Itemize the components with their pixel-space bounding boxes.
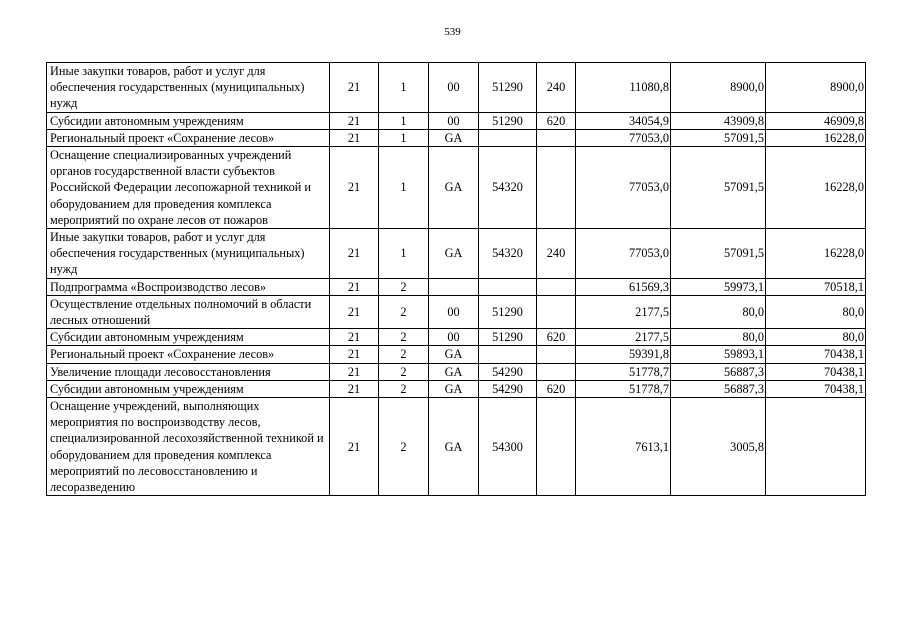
amount-year-1: 61569,3 — [576, 278, 671, 295]
code-direction — [479, 129, 537, 146]
amount-year-2: 59973,1 — [671, 278, 766, 295]
code-section: 21 — [330, 63, 379, 113]
code-subsection: 1 — [379, 129, 429, 146]
amount-year-1: 77053,0 — [576, 229, 671, 279]
code-direction — [479, 278, 537, 295]
code-section: 21 — [330, 380, 379, 397]
row-name: Увеличение площади лесовосстановления — [47, 363, 330, 380]
table-row — [47, 398, 866, 496]
amount-year-2: 57091,5 — [671, 129, 766, 146]
code-expense-type — [537, 398, 576, 496]
row-name: Иные закупки товаров, работ и услуг для обеспечения государственных (муниципальных) нужд — [47, 63, 330, 113]
table-row — [47, 129, 866, 146]
amount-year-2: 8900,0 — [671, 63, 766, 113]
table-body — [47, 63, 866, 496]
table-row — [47, 229, 866, 279]
amount-year-2: 59893,1 — [671, 346, 766, 363]
code-program: GA — [429, 147, 479, 229]
code-subsection: 2 — [379, 295, 429, 328]
table-row — [47, 63, 866, 113]
code-subsection: 1 — [379, 147, 429, 229]
table-row — [47, 278, 866, 295]
amount-year-2: 56887,3 — [671, 363, 766, 380]
code-program: GA — [429, 363, 479, 380]
code-subsection: 2 — [379, 346, 429, 363]
code-expense-type: 240 — [537, 229, 576, 279]
code-expense-type — [537, 363, 576, 380]
amount-year-1: 2177,5 — [576, 329, 671, 346]
code-expense-type — [537, 147, 576, 229]
amount-year-2: 80,0 — [671, 295, 766, 328]
code-subsection: 2 — [379, 329, 429, 346]
row-name: Субсидии автономным учреждениям — [47, 329, 330, 346]
code-program — [429, 278, 479, 295]
budget-table — [46, 62, 866, 496]
code-program: 00 — [429, 329, 479, 346]
code-direction: 54300 — [479, 398, 537, 496]
code-section: 21 — [330, 329, 379, 346]
code-expense-type: 620 — [537, 112, 576, 129]
row-name: Подпрограмма «Воспроизводство лесов» — [47, 278, 330, 295]
code-section: 21 — [330, 112, 379, 129]
code-expense-type — [537, 129, 576, 146]
code-program: 00 — [429, 63, 479, 113]
table-row — [47, 112, 866, 129]
code-subsection: 2 — [379, 380, 429, 397]
amount-year-1: 59391,8 — [576, 346, 671, 363]
table-row — [47, 363, 866, 380]
amount-year-2: 57091,5 — [671, 229, 766, 279]
code-expense-type: 620 — [537, 329, 576, 346]
code-direction — [479, 346, 537, 363]
amount-year-3: 80,0 — [766, 295, 866, 328]
code-subsection: 1 — [379, 63, 429, 113]
code-expense-type — [537, 278, 576, 295]
code-section: 21 — [330, 147, 379, 229]
code-subsection: 2 — [379, 398, 429, 496]
table-row — [47, 329, 866, 346]
table-row — [47, 380, 866, 397]
code-subsection: 2 — [379, 278, 429, 295]
amount-year-2: 43909,8 — [671, 112, 766, 129]
code-direction: 51290 — [479, 112, 537, 129]
code-section: 21 — [330, 295, 379, 328]
code-section: 21 — [330, 398, 379, 496]
amount-year-3: 46909,8 — [766, 112, 866, 129]
page-number: 539 — [444, 26, 461, 38]
code-program: 00 — [429, 295, 479, 328]
amount-year-1: 34054,9 — [576, 112, 671, 129]
amount-year-3: 70438,1 — [766, 380, 866, 397]
code-direction: 54290 — [479, 363, 537, 380]
row-name: Осуществление отдельных полномочий в области лесных отношений — [47, 295, 330, 328]
code-section: 21 — [330, 229, 379, 279]
code-program: 00 — [429, 112, 479, 129]
row-name: Региональный проект «Сохранение лесов» — [47, 129, 330, 146]
amount-year-3: 16228,0 — [766, 129, 866, 146]
code-section: 21 — [330, 278, 379, 295]
amount-year-3: 16228,0 — [766, 147, 866, 229]
amount-year-3: 80,0 — [766, 329, 866, 346]
code-subsection: 1 — [379, 112, 429, 129]
code-program: GA — [429, 129, 479, 146]
code-direction: 54290 — [479, 380, 537, 397]
row-name: Оснащение учреждений, выполняющих мероприятия по воспроизводству лесов, специализированной лесохозяйственной техникой и оборудованием для проведения комплекса мероприятий по лесовосстановлению и лесоразведению — [47, 398, 330, 496]
row-name: Субсидии автономным учреждениям — [47, 380, 330, 397]
row-name: Иные закупки товаров, работ и услуг для обеспечения государственных (муниципальных) нужд — [47, 229, 330, 279]
code-section: 21 — [330, 346, 379, 363]
code-section: 21 — [330, 129, 379, 146]
code-subsection: 1 — [379, 229, 429, 279]
amount-year-1: 2177,5 — [576, 295, 671, 328]
amount-year-3: 16228,0 — [766, 229, 866, 279]
amount-year-3: 70518,1 — [766, 278, 866, 295]
amount-year-3: 70438,1 — [766, 363, 866, 380]
code-direction: 51290 — [479, 63, 537, 113]
amount-year-1: 51778,7 — [576, 380, 671, 397]
code-program: GA — [429, 380, 479, 397]
code-expense-type: 620 — [537, 380, 576, 397]
table-row — [47, 295, 866, 328]
row-name: Региональный проект «Сохранение лесов» — [47, 346, 330, 363]
code-expense-type — [537, 295, 576, 328]
amount-year-2: 56887,3 — [671, 380, 766, 397]
amount-year-1: 11080,8 — [576, 63, 671, 113]
code-direction: 54320 — [479, 229, 537, 279]
amount-year-3: 70438,1 — [766, 346, 866, 363]
code-program: GA — [429, 346, 479, 363]
table-row — [47, 147, 866, 229]
amount-year-2: 80,0 — [671, 329, 766, 346]
code-direction: 54320 — [479, 147, 537, 229]
code-subsection: 2 — [379, 363, 429, 380]
code-direction: 51290 — [479, 295, 537, 328]
amount-year-3: 8900,0 — [766, 63, 866, 113]
row-name: Оснащение специализированных учреждений органов государственной власти субъектов Российской Федерации лесопожарной техникой и оборудованием для проведения комплекса мероприятий по охране лесов от пожаров — [47, 147, 330, 229]
amount-year-2: 57091,5 — [671, 147, 766, 229]
code-expense-type — [537, 346, 576, 363]
amount-year-2: 3005,8 — [671, 398, 766, 496]
amount-year-1: 77053,0 — [576, 147, 671, 229]
amount-year-1: 77053,0 — [576, 129, 671, 146]
table-row — [47, 346, 866, 363]
code-expense-type: 240 — [537, 63, 576, 113]
amount-year-3 — [766, 398, 866, 496]
amount-year-1: 7613,1 — [576, 398, 671, 496]
code-program: GA — [429, 229, 479, 279]
code-section: 21 — [330, 363, 379, 380]
amount-year-1: 51778,7 — [576, 363, 671, 380]
code-program: GA — [429, 398, 479, 496]
code-direction: 51290 — [479, 329, 537, 346]
row-name: Субсидии автономным учреждениям — [47, 112, 330, 129]
